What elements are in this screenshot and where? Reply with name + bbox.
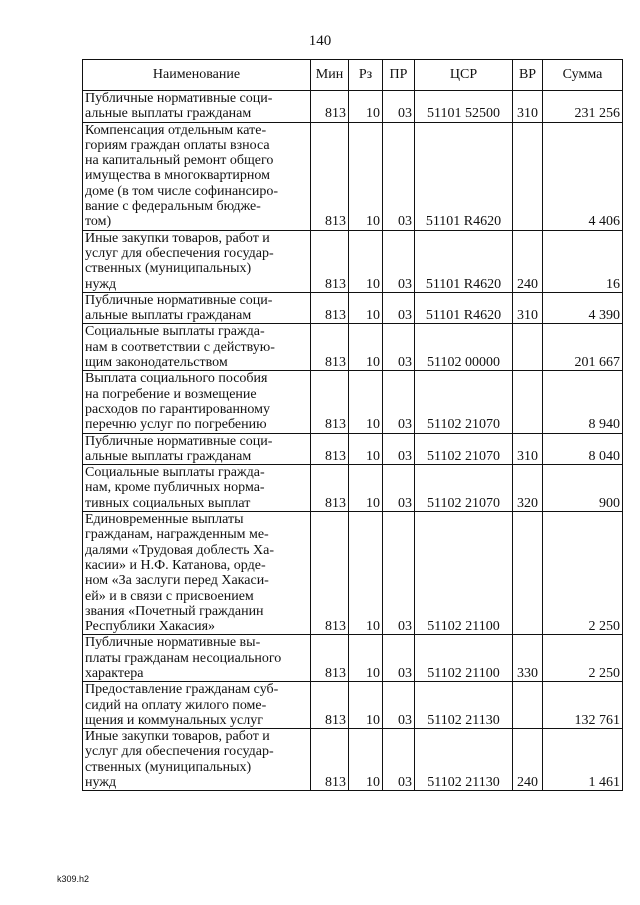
row-rz: 10 xyxy=(349,465,383,512)
header-pr: ПР xyxy=(383,60,415,91)
budget-table xyxy=(82,59,623,791)
row-csr: 51101 52500 xyxy=(415,91,513,123)
table-row xyxy=(83,91,623,123)
row-pr: 03 xyxy=(383,91,415,123)
row-csr: 51102 21070 xyxy=(415,433,513,465)
row-name: Иные закупки товаров, работ и услуг для обеспечения государ- ственных (муниципальных) нужд xyxy=(83,729,311,791)
row-name: Публичные нормативные соци- альные выплаты гражданам xyxy=(83,433,311,465)
row-min: 813 xyxy=(311,635,349,682)
row-name: Предоставление гражданам суб- сидий на оплату жилого поме- щения и коммунальных услуг xyxy=(83,682,311,729)
row-sum: 4 390 xyxy=(543,292,623,324)
row-vr xyxy=(513,371,543,433)
row-pr: 03 xyxy=(383,371,415,433)
row-vr xyxy=(513,682,543,729)
row-min: 813 xyxy=(311,91,349,123)
row-sum: 900 xyxy=(543,465,623,512)
row-name: Социальные выплаты гражда- нам, кроме публичных норма- тивных социальных выплат xyxy=(83,465,311,512)
row-pr: 03 xyxy=(383,324,415,371)
row-vr: 310 xyxy=(513,433,543,465)
row-sum: 8 040 xyxy=(543,433,623,465)
row-min: 813 xyxy=(311,729,349,791)
row-sum: 8 940 xyxy=(543,371,623,433)
header-min: Мин xyxy=(311,60,349,91)
row-rz: 10 xyxy=(349,682,383,729)
row-min: 813 xyxy=(311,230,349,292)
row-rz: 10 xyxy=(349,292,383,324)
table-row xyxy=(83,729,623,791)
row-name: Выплата социального пособия на погребение и возмещение расходов по гарантированному перечню услуг по погребению xyxy=(83,371,311,433)
row-csr: 51102 21130 xyxy=(415,682,513,729)
row-name: Единовременные выплаты гражданам, награжденным ме- далями «Трудовая доблесть Ха- касии» и Н.Ф. Катанова, орде- ном «За заслуги перед Хакаси- ей» и в связи с присвоением звания «Почетный гражданин Республики Хакасия» xyxy=(83,512,311,635)
row-min: 813 xyxy=(311,371,349,433)
row-rz: 10 xyxy=(349,122,383,230)
row-vr xyxy=(513,512,543,635)
row-csr: 51102 00000 xyxy=(415,324,513,371)
row-csr: 51102 21070 xyxy=(415,371,513,433)
row-min: 813 xyxy=(311,292,349,324)
row-rz: 10 xyxy=(349,91,383,123)
table-header-row xyxy=(83,60,623,91)
row-min: 813 xyxy=(311,122,349,230)
table-row xyxy=(83,292,623,324)
row-rz: 10 xyxy=(349,324,383,371)
table-row xyxy=(83,682,623,729)
row-pr: 03 xyxy=(383,729,415,791)
row-pr: 03 xyxy=(383,682,415,729)
row-name: Публичные нормативные соци- альные выплаты гражданам xyxy=(83,292,311,324)
row-min: 813 xyxy=(311,433,349,465)
row-rz: 10 xyxy=(349,230,383,292)
row-rz: 10 xyxy=(349,729,383,791)
header-name: Наименование xyxy=(83,60,311,91)
row-sum: 2 250 xyxy=(543,512,623,635)
row-pr: 03 xyxy=(383,512,415,635)
row-vr xyxy=(513,122,543,230)
row-vr xyxy=(513,324,543,371)
row-pr: 03 xyxy=(383,292,415,324)
table-row xyxy=(83,122,623,230)
table-row xyxy=(83,635,623,682)
row-pr: 03 xyxy=(383,635,415,682)
row-min: 813 xyxy=(311,324,349,371)
row-pr: 03 xyxy=(383,433,415,465)
row-min: 813 xyxy=(311,465,349,512)
row-csr: 51101 R4620 xyxy=(415,230,513,292)
row-vr: 240 xyxy=(513,230,543,292)
table-row xyxy=(83,230,623,292)
row-sum: 201 667 xyxy=(543,324,623,371)
row-vr: 330 xyxy=(513,635,543,682)
row-name: Компенсация отдельным кате- гориям граждан оплаты взноса на капитальный ремонт общего имущества в многоквартирном доме (в том числе софинансиро- вание с федеральным бюдже- том) xyxy=(83,122,311,230)
row-vr: 320 xyxy=(513,465,543,512)
header-csr: ЦСР xyxy=(415,60,513,91)
row-name: Иные закупки товаров, работ и услуг для обеспечения государ- ственных (муниципальных) нужд xyxy=(83,230,311,292)
row-csr: 51101 R4620 xyxy=(415,122,513,230)
header-vr: ВР xyxy=(513,60,543,91)
row-rz: 10 xyxy=(349,433,383,465)
table-row xyxy=(83,465,623,512)
row-sum: 16 xyxy=(543,230,623,292)
header-rz: Рз xyxy=(349,60,383,91)
row-pr: 03 xyxy=(383,465,415,512)
row-csr: 51101 R4620 xyxy=(415,292,513,324)
row-pr: 03 xyxy=(383,230,415,292)
row-min: 813 xyxy=(311,682,349,729)
row-vr: 240 xyxy=(513,729,543,791)
row-vr: 310 xyxy=(513,91,543,123)
header-sum: Сумма xyxy=(543,60,623,91)
row-name: Социальные выплаты гражда- нам в соответствии с действую- щим законодательством xyxy=(83,324,311,371)
page-number: 140 xyxy=(308,33,332,49)
row-csr: 51102 21070 xyxy=(415,465,513,512)
row-rz: 10 xyxy=(349,512,383,635)
row-csr: 51102 21100 xyxy=(415,512,513,635)
table-row xyxy=(83,371,623,433)
row-name: Публичные нормативные вы- платы гражданам несоциального характера xyxy=(83,635,311,682)
row-sum: 4 406 xyxy=(543,122,623,230)
row-sum: 231 256 xyxy=(543,91,623,123)
row-sum: 1 461 xyxy=(543,729,623,791)
row-sum: 2 250 xyxy=(543,635,623,682)
table-body xyxy=(83,91,623,791)
table-row xyxy=(83,324,623,371)
row-sum: 132 761 xyxy=(543,682,623,729)
row-min: 813 xyxy=(311,512,349,635)
row-vr: 310 xyxy=(513,292,543,324)
row-rz: 10 xyxy=(349,635,383,682)
row-csr: 51102 21100 xyxy=(415,635,513,682)
row-csr: 51102 21130 xyxy=(415,729,513,791)
table-row xyxy=(83,433,623,465)
table-row xyxy=(83,512,623,635)
row-name: Публичные нормативные соци- альные выплаты гражданам xyxy=(83,91,311,123)
row-pr: 03 xyxy=(383,122,415,230)
row-rz: 10 xyxy=(349,371,383,433)
footer-code: k309.h2 xyxy=(57,874,90,884)
